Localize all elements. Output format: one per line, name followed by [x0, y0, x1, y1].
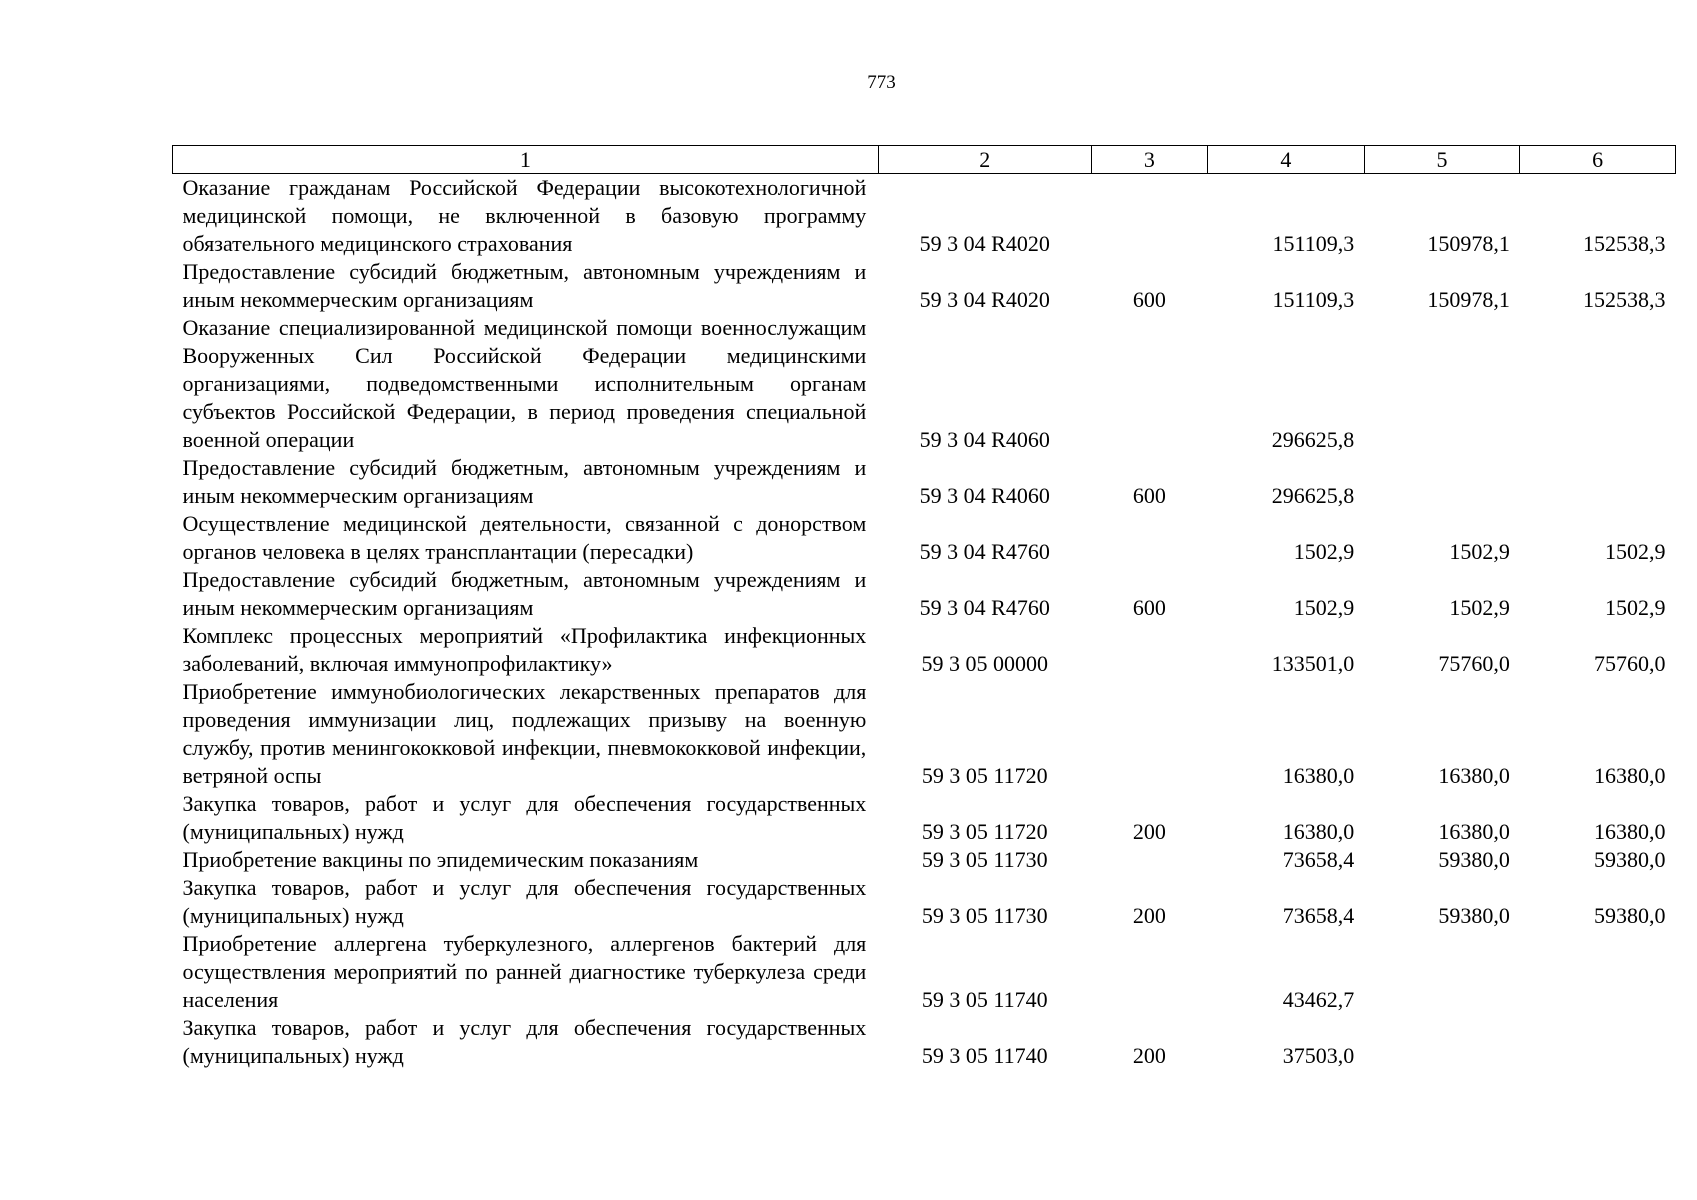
- row-value-col6: 152538,3: [1583, 287, 1666, 312]
- row-code: 59 3 04 R4020: [919, 231, 1050, 256]
- row-expense-type: 200: [1132, 903, 1166, 928]
- row-value-col4: 296625,8: [1271, 483, 1355, 508]
- table-row: [173, 566, 1676, 622]
- row-code: 59 3 04 R4060: [919, 427, 1050, 452]
- row-expense-type: [1091, 678, 1207, 790]
- column-header-4: 4: [1208, 146, 1365, 174]
- row-expense-type: [1091, 510, 1207, 566]
- column-header-3: 3: [1091, 146, 1207, 174]
- row-value-col4: 73658,4: [1282, 847, 1355, 872]
- row-value-col5: 150978,1: [1427, 231, 1510, 256]
- row-value-col4: 1502,9: [1293, 539, 1355, 564]
- row-value-col4: 16380,0: [1282, 763, 1355, 788]
- row-code: 59 3 05 11740: [921, 987, 1048, 1012]
- row-value-col5: 1502,9: [1449, 539, 1510, 564]
- row-value-col5: [1364, 454, 1520, 510]
- table-row: [173, 510, 1676, 566]
- row-expense-type: [1091, 314, 1207, 454]
- table-row: [173, 1014, 1676, 1070]
- row-code: 59 3 05 11730: [921, 903, 1048, 928]
- row-code: 59 3 04 R4020: [919, 287, 1050, 312]
- row-name: Оказание гражданам Российской Федерации высокотехнологичной медицинской помощи, не включенной в базовую программу обязательного медицинского страхования: [182, 175, 867, 256]
- row-expense-type: [1091, 846, 1207, 874]
- row-code: 59 3 05 00000: [921, 651, 1048, 676]
- row-expense-type: 200: [1132, 819, 1166, 844]
- row-expense-type: 600: [1132, 483, 1166, 508]
- row-value-col5: 150978,1: [1427, 287, 1510, 312]
- column-header-6: 6: [1520, 146, 1676, 174]
- table-row: [173, 622, 1676, 678]
- row-name: Приобретение аллергена туберкулезного, аллергенов бактерий для осуществления мероприятий по ранней диагностике туберкулеза среди населения: [182, 931, 867, 1012]
- row-name: Приобретение иммунобиологических лекарственных препаратов для проведения иммунизации лиц, подлежащих призыву на военную службу, против менингококковой инфекции, пневмококковой инфекции, ветряной оспы: [182, 679, 867, 788]
- table-row: [173, 454, 1676, 510]
- row-value-col6: 16380,0: [1594, 763, 1666, 788]
- row-value-col4: 151109,3: [1272, 287, 1355, 312]
- row-value-col6: 152538,3: [1583, 231, 1666, 256]
- row-value-col6: 1502,9: [1605, 539, 1666, 564]
- column-header-5: 5: [1364, 146, 1520, 174]
- row-expense-type: [1091, 622, 1207, 678]
- row-value-col5: 1502,9: [1449, 595, 1510, 620]
- column-header-1: 1: [173, 146, 879, 174]
- row-name: Оказание специализированной медицинской помощи военнослужащим Вооруженных Сил Российской Федерации медицинскими организациями, подведомственными исполнительным органам субъектов Российской Федерации, в период проведения специальной военной операции: [182, 315, 867, 452]
- row-value-col6: [1520, 314, 1676, 454]
- row-value-col5: 16380,0: [1438, 763, 1510, 788]
- table-row: [173, 874, 1676, 930]
- row-code: 59 3 05 11720: [921, 819, 1048, 844]
- row-value-col6: 16380,0: [1594, 819, 1666, 844]
- row-value-col5: 59380,0: [1438, 847, 1510, 872]
- table-row: [173, 314, 1676, 454]
- row-value-col4: 1502,9: [1293, 595, 1355, 620]
- row-value-col5: [1364, 314, 1520, 454]
- row-expense-type: 600: [1132, 287, 1166, 312]
- row-name: Предоставление субсидий бюджетным, автономным учреждениям и иным некоммерческим организациям: [182, 259, 867, 312]
- row-value-col4: 296625,8: [1271, 427, 1355, 452]
- row-value-col6: 59380,0: [1594, 847, 1666, 872]
- row-value-col4: 73658,4: [1282, 903, 1355, 928]
- row-value-col4: 151109,3: [1272, 231, 1355, 256]
- row-value-col6: 1502,9: [1605, 595, 1666, 620]
- row-value-col5: [1364, 930, 1520, 1014]
- row-name: Приобретение вакцины по эпидемическим показаниям: [182, 847, 699, 872]
- row-value-col6: 59380,0: [1594, 903, 1666, 928]
- row-name: Закупка товаров, работ и услуг для обеспечения государственных (муниципальных) нужд: [182, 1015, 867, 1068]
- table-row: [173, 174, 1676, 259]
- row-value-col4: 37503,0: [1282, 1043, 1355, 1068]
- row-value-col6: [1520, 930, 1676, 1014]
- table-body: [173, 174, 1676, 1071]
- budget-table: [172, 145, 1676, 1070]
- table-row: [173, 678, 1676, 790]
- row-name: Закупка товаров, работ и услуг для обеспечения государственных (муниципальных) нужд: [182, 875, 867, 928]
- table-header-row: [173, 146, 1676, 174]
- row-value-col4: 43462,7: [1282, 987, 1355, 1012]
- page-number: 773: [867, 72, 896, 93]
- column-header-2: 2: [878, 146, 1091, 174]
- row-name: Комплекс процессных мероприятий «Профилактика инфекционных заболеваний, включая иммунопрофилактику»: [182, 623, 867, 676]
- row-expense-type: [1091, 930, 1207, 1014]
- row-expense-type: 600: [1132, 595, 1166, 620]
- row-value-col6: [1520, 1014, 1676, 1070]
- row-code: 59 3 05 11730: [921, 847, 1048, 872]
- row-value-col6: 75760,0: [1594, 651, 1666, 676]
- table-row: [173, 930, 1676, 1014]
- row-name: Предоставление субсидий бюджетным, автономным учреждениям и иным некоммерческим организациям: [182, 455, 867, 508]
- row-name: Осуществление медицинской деятельности, связанной с донорством органов человека в целях трансплантации (пересадки): [182, 511, 867, 564]
- row-expense-type: 200: [1132, 1043, 1166, 1068]
- table-row: [173, 790, 1676, 846]
- row-name: Предоставление субсидий бюджетным, автономным учреждениям и иным некоммерческим организациям: [182, 567, 867, 620]
- row-code: 59 3 05 11720: [921, 763, 1048, 788]
- row-value-col5: 59380,0: [1438, 903, 1510, 928]
- table-row: [173, 846, 1676, 874]
- row-value-col4: 133501,0: [1271, 651, 1355, 676]
- row-value-col5: [1364, 1014, 1520, 1070]
- row-value-col4: 16380,0: [1282, 819, 1355, 844]
- row-code: 59 3 04 R4060: [919, 483, 1050, 508]
- row-value-col5: 75760,0: [1438, 651, 1510, 676]
- row-code: 59 3 04 R4760: [919, 595, 1050, 620]
- row-value-col5: 16380,0: [1438, 819, 1510, 844]
- row-code: 59 3 05 11740: [921, 1043, 1048, 1068]
- row-code: 59 3 04 R4760: [919, 539, 1050, 564]
- row-name: Закупка товаров, работ и услуг для обеспечения государственных (муниципальных) нужд: [182, 791, 867, 844]
- table-row: [173, 258, 1676, 314]
- row-value-col6: [1520, 454, 1676, 510]
- row-expense-type: [1091, 174, 1207, 259]
